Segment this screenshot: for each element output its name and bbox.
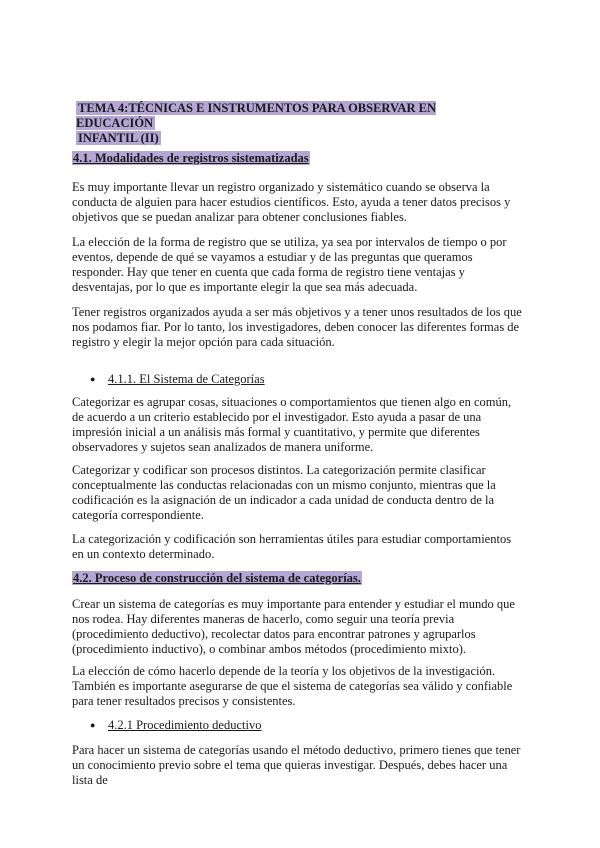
subsection-heading-text: 4.1.1. El Sistema de Categorías bbox=[108, 372, 265, 386]
bullet-icon: ● bbox=[90, 720, 96, 730]
subsection-heading-4-1-1 bbox=[90, 372, 265, 387]
title-line-1: TEMA 4:TÉCNICAS E INSTRUMENTOS PARA OBSERVAR EN EDUCACIÓN bbox=[76, 101, 436, 130]
paragraph: La categorización y codificación son herramientas útiles para estudiar comportamientos en un contexto determinado. bbox=[72, 532, 512, 561]
subsection-heading-4-2-1 bbox=[90, 718, 261, 733]
paragraph: La elección de la forma de registro que se utiliza, ya sea por intervalos de tiempo o por eventos, depende de qué se vayamos a estudiar y de las preguntas que queramos responder. Hay que tener en cuenta que cada forma de registro tiene ventajas y desventajas, por lo que es importante elegir la que sea más adecuada. bbox=[72, 235, 507, 294]
section-heading-4-1-text: 4.1. Modalidades de registros sistematizadas bbox=[73, 151, 309, 165]
section-heading-4-1 bbox=[72, 151, 310, 166]
paragraph: La elección de cómo hacerlo depende de la teoría y los objetivos de la investigación. También es importante asegurarse de que el sistema de categorías sea válido y confiable para tener resultados precisos y consistentes. bbox=[72, 664, 513, 708]
paragraph: Categorizar es agrupar cosas, situaciones o comportamientos que tienen algo en común, de acuerdo a un criterio establecido por el investigador. Esto ayuda a pasar de una impresión inicial a un análisis más formal y cuantitativo, y permite que diferentes observadores y sujetos sean analizados de manera uniforme. bbox=[72, 395, 512, 454]
section-heading-4-2 bbox=[72, 571, 362, 586]
paragraph: Crear un sistema de categorías es muy importante para entender y estudiar el mundo que nos rodea. Hay diferentes maneras de hacerlo, como seguir una teoría previa (procedimiento deductivo), recolectar datos para encontrar patrones y agruparlos (procedimiento inductivo), o combinar ambos métodos (procedimiento mixto). bbox=[72, 597, 515, 656]
paragraph: Tener registros organizados ayuda a ser más objetivos y a tener unos resultados de los que nos podamos fiar. Por lo tanto, los investigadores, deben conocer las diferentes formas de registro y elegir la mejor opción para cada situación. bbox=[72, 305, 522, 349]
paragraph: Para hacer un sistema de categorías usando el método deductivo, primero tienes que tener un conocimiento previo sobre el tema que quieras investigar. Después, debes hacer una lista de bbox=[72, 743, 521, 787]
paragraph: Categorizar y codificar son procesos distintos. La categorización permite clasificar conceptualmente las conductas relacionadas con un mismo conjunto, mientras que la codificación es la asignación de un indicador a cada unidad de conducta dentro de la categoría correspondiente. bbox=[72, 463, 496, 522]
document-title bbox=[76, 101, 510, 146]
bullet-icon: ● bbox=[90, 374, 96, 384]
section-heading-4-2-text: 4.2. Proceso de construcción del sistema de categorías. bbox=[73, 571, 361, 585]
title-line-2: INFANTIL (II) bbox=[78, 131, 159, 145]
paragraph: Es muy importante llevar un registro organizado y sistemático cuando se observa la conducta de alguien para hacer estudios científicos. Esto, ayuda a tener datos precisos y objetivos que se puedan analizar para obtener conclusiones fiables. bbox=[72, 180, 511, 224]
subsection-heading-text: 4.2.1 Procedimiento deductivo bbox=[108, 718, 262, 732]
